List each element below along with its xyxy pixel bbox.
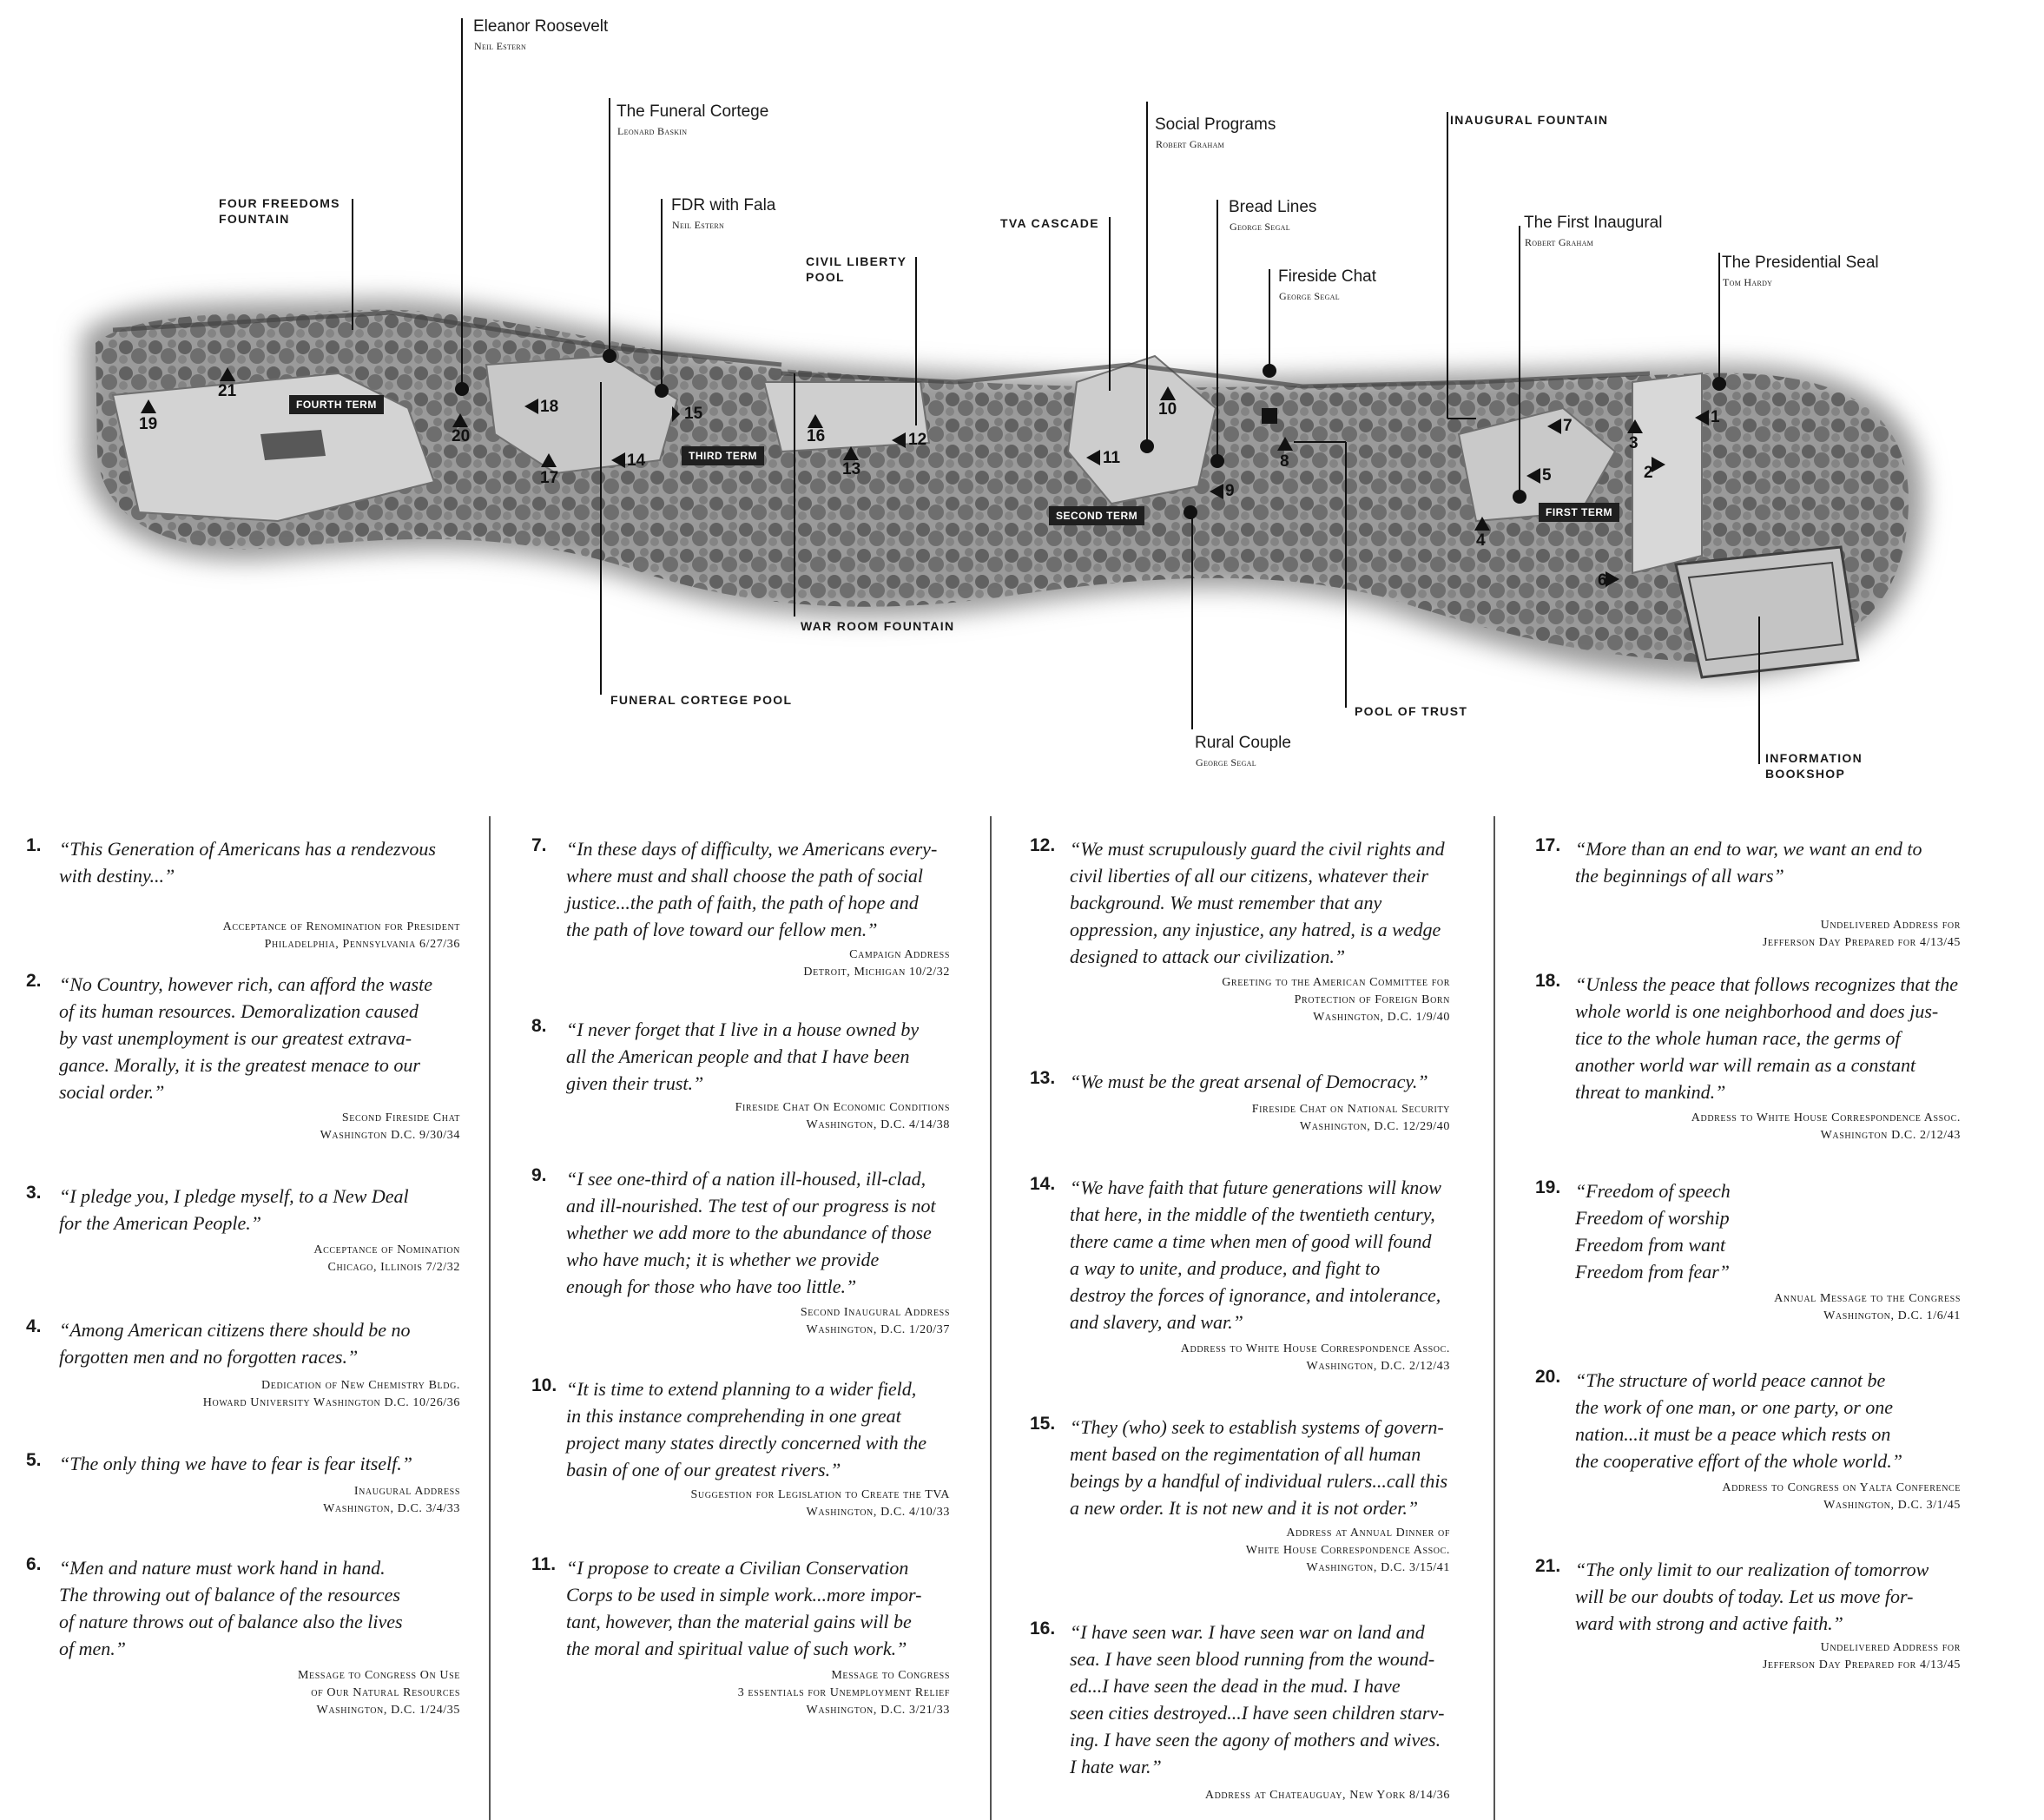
second-term-label: SECOND TERM [1049, 506, 1144, 525]
marker-13: 13 [842, 460, 861, 478]
quote-16 [1030, 1619, 1450, 1810]
quote-source: Message to Congress 3 essentials for Unemployment Relief Washington, D.C. 3/21/33 [737, 1669, 950, 1717]
quote-13 [1030, 1068, 1450, 1146]
marker-4: 4 [1476, 531, 1486, 550]
column-divider [1493, 816, 1495, 1820]
quote-number: 6. [26, 1554, 42, 1574]
rural-couple-artist: George Segal [1196, 756, 1256, 768]
quote-source: Fireside Chat On Economic Conditions Washington, D.C. 4/14/38 [735, 1101, 950, 1131]
marker-12: 12 [908, 431, 927, 449]
quote-text: “This Generation of Americans has a rendezvous with destiny...” [59, 838, 436, 887]
fireside-chat-title: Fireside Chat [1278, 267, 1376, 286]
quote-number: 2. [26, 971, 42, 991]
quote-19 [1535, 1177, 1961, 1334]
quote-text: “We must be the great arsenal of Democracy.” [1070, 1071, 1428, 1092]
quote-9 [531, 1165, 950, 1339]
quote-10 [531, 1375, 950, 1523]
four-freedoms-fountain-label: FOUR FREEDOMS FOUNTAIN [219, 196, 340, 227]
quote-number: 16. [1030, 1619, 1056, 1639]
eleanor-roosevelt-artist: Neil Estern [474, 40, 527, 52]
quote-source: Campaign Address Detroit, Michigan 10/2/32 [803, 948, 950, 979]
bread-lines-artist: George Segal [1230, 221, 1290, 233]
quote-number: 17. [1535, 835, 1561, 855]
quote-number: 10. [531, 1375, 557, 1395]
quote-18 [1535, 971, 1961, 1144]
quote-number: 13. [1030, 1068, 1056, 1088]
quote-text: “I propose to create a Civilian Conservation Corps to be used in simple work...more impor- tant, however, than the material gains will be the moral and spiritual value of such work.” [566, 1557, 922, 1659]
quotes-section [0, 816, 2044, 1820]
pool-of-trust-label: POOL OF TRUST [1355, 704, 1468, 718]
quote-text: “In these days of difficulty, we Americans every- where must and shall choose the path of social justice...the path of faith, the path of hope and the path of love toward our fellow men.” [566, 838, 938, 940]
bread-lines-title: Bread Lines [1229, 198, 1317, 216]
quote-text: “The structure of world peace cannot be the work of one man, or one party, or one nation...it must be a peace which rests on the cooperative effort of the whole world.” [1575, 1369, 1903, 1472]
quote-source: Undelivered Address for Jefferson Day Prepared for 4/13/45 [1762, 919, 1961, 949]
quote-text: “They (who) seek to establish systems of govern- ment based on the regimentation of all human beings by a handful of individual rulers...call this a new order. It is not new and it is not order.” [1070, 1416, 1448, 1519]
quote-source: Acceptance of Renomination for President Philadelphia, Pennsylvania 6/27/36 [222, 920, 460, 951]
quote-text: “It is time to extend planning to a wider field, in this instance comprehending in one great project many states directly concerned with the basin of one of our greatest rivers.” [566, 1378, 927, 1480]
quote-number: 15. [1030, 1414, 1056, 1434]
quote-text: “The only thing we have to fear is fear itself.” [59, 1453, 412, 1474]
tva-cascade-label: TVA CASCADE [1000, 216, 1099, 230]
quote-source: Undelivered Address for Jefferson Day Prepared for 4/13/45 [1762, 1641, 1961, 1672]
quote-source: Inaugural Address Washington, D.C. 3/4/33 [323, 1485, 460, 1515]
quote-column-4 [1535, 816, 1961, 1820]
information-bookshop-label: INFORMATION BOOKSHOP [1765, 751, 1863, 781]
third-term-label: THIRD TERM [682, 446, 764, 465]
quote-text: “Unless the peace that follows recognizes that the whole world is one neighborhood and does jus- tice to the whole human race, the germs of another world war will remain as a constant threat to mankind.” [1575, 973, 1958, 1103]
marker-8: 8 [1280, 452, 1289, 471]
marker-17: 17 [540, 469, 559, 487]
quote-source: Address to White House Correspondence Assoc. Washington, D.C. 2/12/43 [1180, 1342, 1450, 1373]
quote-number: 5. [26, 1450, 42, 1470]
marker-19: 19 [139, 415, 158, 433]
quote-text: “We must scrupulously guard the civil rights and civil liberties of all our citizens, whatever their background. We must remember that any oppression, any injustice, any hatred, is a wedge designed to attack our civilization.” [1070, 838, 1445, 967]
column-divider [990, 816, 992, 1820]
quote-number: 4. [26, 1316, 42, 1336]
social-programs-artist: Robert Graham [1156, 138, 1225, 150]
column-divider [489, 816, 491, 1820]
marker-9: 9 [1225, 482, 1235, 500]
marker-7: 7 [1563, 417, 1573, 435]
first-term-label: FIRST TERM [1539, 503, 1619, 522]
entry-plaza [1632, 373, 1702, 573]
quote-12 [1030, 835, 1450, 1024]
quote-text: “The only limit to our realization of tomorrow will be our doubts of today. Let us move for- ward with strong and active faith.” [1575, 1559, 1929, 1634]
quote-source: Message to Congress On Use of Our Natural Resources Washington, D.C. 1/24/35 [298, 1669, 460, 1717]
quote-20 [1535, 1367, 1961, 1523]
quote-text: “Men and nature must work hand in hand. The throwing out of balance of the resources of nature throws out of balance also the lives of men.” [59, 1557, 403, 1659]
funeral-cortege-pool-label: FUNERAL CORTEGE POOL [610, 693, 793, 707]
memorial-map [0, 0, 2044, 799]
quote-17 [1535, 835, 1961, 949]
funeral-cortege-artist: Leonard Baskin [617, 125, 688, 137]
marker-15: 15 [684, 405, 703, 423]
quote-1 [26, 835, 460, 951]
quote-number: 3. [26, 1183, 42, 1203]
fireside-chat-artist: George Segal [1279, 290, 1340, 302]
marker-1: 1 [1711, 408, 1720, 426]
fourth-term-label: FOURTH TERM [289, 395, 384, 414]
quote-source: Acceptance of Nomination Chicago, Illinois 7/2/32 [313, 1243, 460, 1274]
quote-text: “I have seen war. I have seen war on land and sea. I have seen blood running from the wound- ed...I have seen the dead in the mud. I have seen cities destroyed...I have seen children starv- ing. I have seen the agony of mothers and wives. I hate war.” [1070, 1621, 1445, 1777]
quote-source: Greeting to the American Committee for Protection of Foreign Born Washington, D.C. 1/9/40 [1222, 976, 1450, 1024]
marker-21: 21 [218, 382, 237, 400]
quote-column-1 [26, 816, 460, 1820]
quote-14 [1030, 1174, 1450, 1374]
quote-2 [26, 971, 460, 1144]
quote-source: Fireside Chat on National Security Washington, D.C. 12/29/40 [1251, 1103, 1450, 1133]
quote-source: Address to Congress on Yalta Conference Washington, D.C. 3/1/45 [1722, 1481, 1961, 1512]
quote-4 [26, 1316, 460, 1412]
eleanor-roosevelt-title: Eleanor Roosevelt [473, 17, 609, 36]
marker-16: 16 [807, 427, 826, 445]
quote-15 [1030, 1414, 1450, 1587]
quote-source: Dedication of New Chemistry Bldg. Howard University Washington D.C. 10/26/36 [202, 1379, 460, 1409]
quote-source: Second Fireside Chat Washington D.C. 9/30/34 [320, 1111, 460, 1142]
quote-5 [26, 1450, 460, 1528]
quote-number: 8. [531, 1016, 547, 1036]
quote-number: 20. [1535, 1367, 1561, 1387]
bookshop-building [1676, 547, 1858, 677]
first-inaugural-artist: Robert Graham [1525, 236, 1594, 248]
marker-3: 3 [1629, 434, 1638, 452]
quote-number: 18. [1535, 971, 1561, 991]
quote-number: 11. [531, 1554, 557, 1574]
quote-number: 9. [531, 1165, 547, 1185]
social-programs-title: Social Programs [1155, 115, 1276, 134]
marker-14: 14 [627, 452, 646, 470]
quote-text: “I pledge you, I pledge myself, to a New Deal for the American People.” [59, 1185, 409, 1234]
quote-source: Address at Annual Dinner of White House Correspondence Assoc. Washington, D.C. 3/15/41 [1245, 1527, 1450, 1574]
quote-number: 14. [1030, 1174, 1056, 1194]
quote-text: “Among American citizens there should be no forgotten men and no forgotten races.” [59, 1319, 411, 1368]
quote-21 [1535, 1556, 1961, 1712]
marker-6: 6 [1598, 571, 1607, 590]
quote-text: “More than an end to war, we want an end to the beginnings of all wars” [1575, 838, 1922, 887]
quote-text: “No Country, however rich, can afford the waste of its human resources. Demoralization caused by vast unemployment is our greatest extrava- gance. Morally, it is the greatest menace to our social order.” [59, 973, 432, 1103]
marker-18: 18 [540, 398, 559, 416]
quote-source: Annual Message to the Congress Washington, D.C. 1/6/41 [1774, 1292, 1961, 1322]
quote-number: 21. [1535, 1556, 1561, 1576]
quote-number: 1. [26, 835, 42, 855]
quote-number: 12. [1030, 835, 1056, 855]
quote-text: “I see one-third of a nation ill-housed, ill-clad, and ill-nourished. The test of our progress is not whether we add more to the abundance of those who have much; it is whether we provide enough for those who have too little.” [566, 1168, 936, 1297]
marker-5: 5 [1542, 466, 1552, 485]
quote-number: 7. [531, 835, 547, 855]
quote-source: Address at Chateauguay, New York 8/14/36 [1204, 1789, 1450, 1802]
quote-3 [26, 1183, 460, 1278]
quote-number: 19. [1535, 1177, 1561, 1197]
quote-text: “We have faith that future generations will know that here, in the middle of the twentieth century, there came a time when men of good will found a way to unite, and produce, and fight to destroy the forces of ignorance, and intolerance, and slavery, and war.” [1070, 1177, 1441, 1333]
quote-7 [531, 835, 950, 979]
fdr-fala-title: FDR with Fala [671, 196, 776, 214]
marker-11: 11 [1103, 449, 1121, 467]
presidential-seal-title: The Presidential Seal [1722, 254, 1879, 272]
quote-11 [531, 1554, 950, 1728]
quote-column-2 [531, 816, 950, 1820]
marker-10: 10 [1158, 400, 1177, 419]
quote-source: Suggestion for Legislation to Create the TVA Washington, D.C. 4/10/33 [690, 1488, 950, 1519]
inaugural-fountain-label: INAUGURAL FOUNTAIN [1450, 113, 1609, 127]
quote-source: Second Inaugural Address Washington, D.C. 1/20/37 [800, 1306, 950, 1336]
rural-couple-title: Rural Couple [1195, 734, 1291, 752]
funeral-cortege-title: The Funeral Cortege [616, 102, 769, 121]
war-room-fountain-label: WAR ROOM FOUNTAIN [801, 619, 955, 633]
quote-column-3 [1030, 816, 1450, 1820]
marker-20: 20 [452, 427, 471, 445]
civil-liberty-pool-label: CIVIL LIBERTY POOL [806, 254, 907, 285]
first-inaugural-title: The First Inaugural [1524, 214, 1663, 232]
quote-6 [26, 1554, 460, 1728]
marker-2: 2 [1644, 464, 1653, 482]
fdr-fala-artist: Neil Estern [672, 219, 725, 231]
quote-text: “I never forget that I live in a house owned by all the American people and that I have been given their trust.” [566, 1019, 920, 1094]
quote-8 [531, 1016, 950, 1138]
presidential-seal-artist: Tom Hardy [1723, 276, 1773, 288]
quote-text: “Freedom of speech Freedom of worship Freedom from want Freedom from fear” [1575, 1180, 1731, 1283]
quote-source: Address to White House Correspondence Assoc. Washington D.C. 2/12/43 [1691, 1111, 1961, 1142]
